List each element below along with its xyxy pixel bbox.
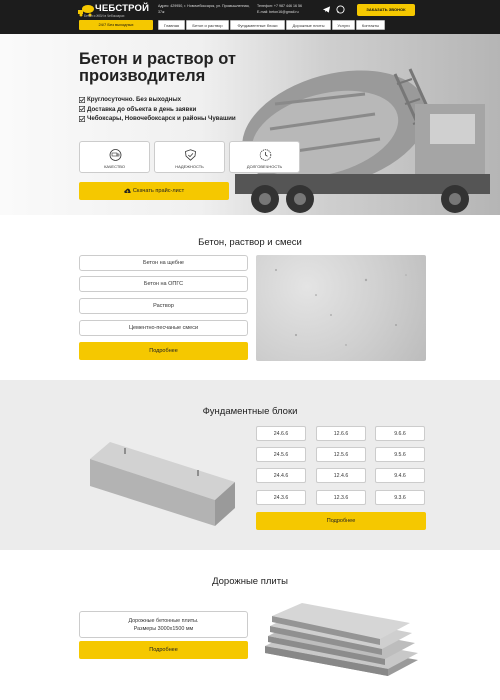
- benefit-text: Доставка до объекта в день заявки: [87, 105, 197, 113]
- blocks-more-button[interactable]: Подробнее: [256, 512, 426, 530]
- whatsapp-icon[interactable]: [336, 5, 345, 14]
- nav-concrete[interactable]: Бетон и раствор: [186, 20, 229, 30]
- telegram-icon[interactable]: [322, 5, 331, 14]
- nav-slabs[interactable]: Дорожные плиты: [286, 20, 331, 30]
- benefit-item: [79, 114, 236, 124]
- logo-subtitle: Бетон и ЖБИ в Чебоксарах: [84, 14, 125, 18]
- feature-quality: [79, 141, 150, 173]
- hero-benefits: [79, 95, 236, 124]
- slab-description: [79, 611, 248, 638]
- block-size-cell[interactable]: 9.3.6: [375, 490, 425, 505]
- clock-icon: [259, 149, 272, 161]
- hero-title: Бетон и раствор от производителя: [79, 50, 236, 85]
- feature-label: НАДЕЖНОСТЬ: [175, 164, 204, 169]
- feature-durability: [229, 141, 300, 173]
- header-address: Адрес: 429950, г. Новочебоксарск, ул. Промышленная, 37ж: [158, 4, 250, 14]
- slab-desc-line2: Размеры 3000x1500 мм: [133, 626, 194, 632]
- block-size-cell[interactable]: 24.5.6: [256, 447, 306, 462]
- product-item[interactable]: Бетон на ОПГС: [79, 276, 248, 292]
- checkbox-icon: [79, 97, 85, 103]
- concrete-texture-image: [256, 255, 426, 361]
- nav-blocks[interactable]: Фундаментные блоки: [230, 20, 285, 30]
- benefit-item: [79, 105, 236, 115]
- order-call-button[interactable]: ЗАКАЗАТЬ ЗВОНОК: [357, 4, 415, 16]
- block-size-cell[interactable]: 9.6.6: [375, 426, 425, 441]
- concrete-section-title: Бетон, раствор и смеси: [198, 237, 302, 248]
- product-item[interactable]: Бетон на щебне: [79, 255, 248, 271]
- nav-services[interactable]: Услуги: [332, 20, 355, 30]
- hero-section: [0, 34, 500, 215]
- block-size-cell[interactable]: 12.6.6: [316, 426, 366, 441]
- benefit-item: [79, 95, 236, 105]
- block-size-cell[interactable]: 12.5.6: [316, 447, 366, 462]
- foundation-block-image: [80, 434, 238, 529]
- logo-text: ЧЕБСТРОЙ: [95, 3, 150, 14]
- block-size-cell[interactable]: 24.6.6: [256, 426, 306, 441]
- shield-icon: [184, 149, 197, 161]
- header-email[interactable]: E-mail: beton16@gmail.ru: [257, 9, 299, 14]
- block-size-cell[interactable]: 9.5.6: [375, 447, 425, 462]
- feature-label: ДОЛГОВЕЧНОСТЬ: [246, 164, 283, 169]
- feature-reliability: [154, 141, 225, 173]
- block-size-cell[interactable]: 12.3.6: [316, 490, 366, 505]
- block-size-cell[interactable]: 24.3.6: [256, 490, 306, 505]
- block-size-cell[interactable]: 12.4.6: [316, 468, 366, 483]
- block-size-cell[interactable]: 24.4.6: [256, 468, 306, 483]
- concrete-more-button[interactable]: Подробнее: [79, 342, 248, 360]
- checkbox-icon: [79, 116, 85, 122]
- slabs-more-button[interactable]: Подробнее: [79, 641, 248, 659]
- slabs-section-title: Дорожные плиты: [212, 576, 288, 587]
- product-item[interactable]: Раствор: [79, 298, 248, 314]
- checkbox-icon: [79, 106, 85, 112]
- site-header: [0, 0, 500, 34]
- product-item[interactable]: Цементно-песчаные смеси: [79, 320, 248, 336]
- benefit-text: Чебоксары, Новочебоксарск и районы Чувашии: [87, 115, 236, 122]
- benefit-text: Круглосуточно. Без выходных: [87, 96, 182, 103]
- road-slabs-image: [260, 598, 420, 678]
- header-phone[interactable]: Телефон: +7 987 446 16 56: [257, 4, 302, 8]
- feature-label: КАЧЕСТВО: [104, 164, 125, 169]
- truck-icon: [109, 149, 122, 161]
- concrete-texture: [256, 255, 426, 361]
- blocks-section-title: Фундаментные блоки: [202, 406, 298, 417]
- download-price-button[interactable]: [79, 182, 229, 200]
- block-size-cell[interactable]: 9.4.6: [375, 468, 425, 483]
- nav-contacts[interactable]: Контакты: [356, 20, 385, 30]
- header-contacts: [257, 4, 319, 15]
- download-price-label: Скачать прайс-лист: [132, 188, 185, 194]
- nav-home[interactable]: Главная: [158, 20, 185, 30]
- slab-desc-line1: Дорожные бетонные плиты.: [128, 618, 199, 624]
- cloud-download-icon: [124, 188, 131, 194]
- schedule-badge: 24/7 Без выходных: [79, 20, 153, 30]
